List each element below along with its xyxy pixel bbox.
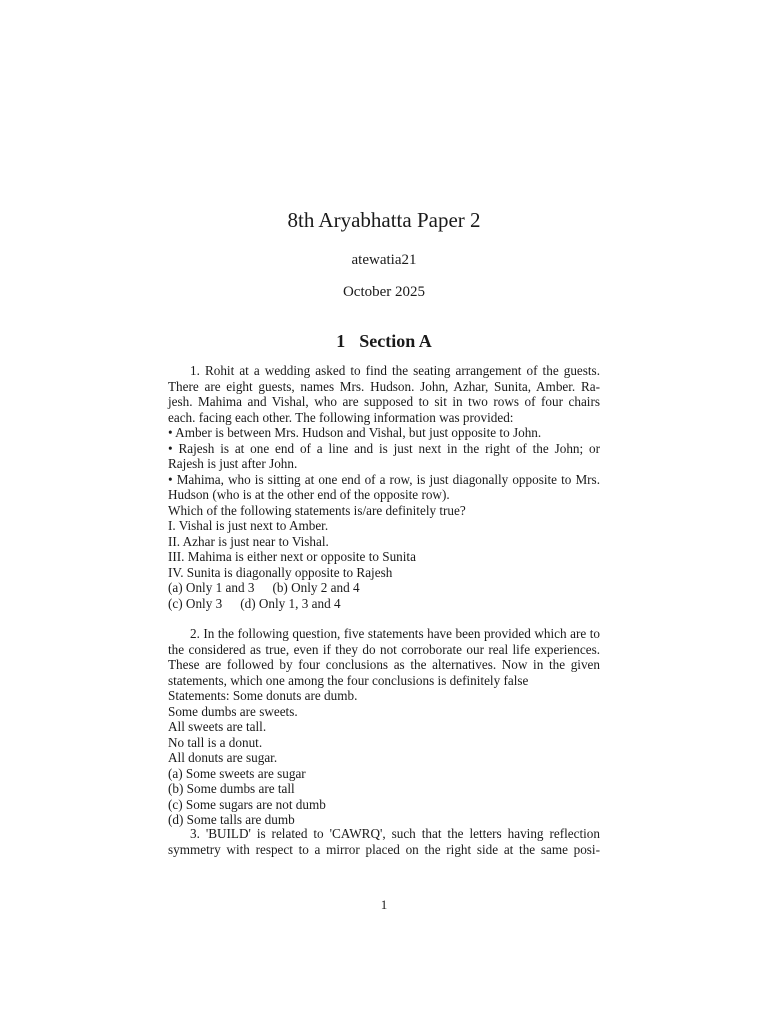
question-2-line: Some dumbs are sweets. (168, 703, 298, 719)
section-title: Section A (359, 331, 432, 351)
question-2-line: Statements: Some donuts are dumb. (168, 688, 358, 703)
question-2-line: (b) Some dumbs are tall (168, 781, 295, 796)
question-2-line: statements, which one among the four conclusions is definitely false (168, 672, 529, 688)
option-d: (d) Only 1, 3 and 4 (240, 595, 341, 611)
question-1-line: • Rajesh is at one end of a line and is just next in the right of the John; or (168, 440, 600, 456)
question-1-line: III. Mahima is either next or opposite to Sunita (168, 549, 416, 564)
question-1-line: IV. Sunita is diagonally opposite to Rajesh (168, 564, 393, 580)
section-heading (0, 329, 768, 353)
page-number: 1 (380, 897, 388, 912)
question-1-line: 1. Rohit at a wedding asked to find the seating arrangement of the guests. (190, 363, 600, 378)
option-b: (b) Only 2 and 4 (272, 580, 360, 595)
question-2 (168, 626, 600, 828)
question-2-line: These are followed by four conclusions as the alternatives. Now in the given (168, 657, 600, 672)
paper-date: October 2025 (342, 284, 426, 300)
question-1-options-row (168, 580, 600, 596)
question-1-line: jesh. Mahima and Vishal, who are supposed to sit in two rows of four chairs (168, 394, 600, 409)
question-1-options-row (168, 596, 600, 612)
question-2-line: All sweets are tall. (168, 719, 267, 734)
question-1-line: Rajesh is just after John. (168, 456, 298, 471)
question-2-line: (c) Some sugars are not dumb (168, 796, 326, 812)
question-1-line: Hudson (who is at the other end of the opposite row). (168, 487, 450, 502)
question-2-line: 2. In the following question, five statements have been provided which are to (190, 626, 600, 641)
question-2-line: All donuts are sugar. (168, 750, 278, 765)
question-1 (168, 363, 600, 611)
option-a: (a) Only 1 and 3 (168, 580, 255, 595)
question-2-line: (a) Some sweets are sugar (168, 765, 306, 781)
paper-title: 8th Aryabhatta Paper 2 (287, 208, 481, 232)
question-3-line: symmetry with respect to a mirror placed on the right side at the same posi- (168, 841, 600, 857)
question-1-line: I. Vishal is just next to Amber. (168, 518, 329, 533)
question-2-line: No tall is a donut. (168, 734, 263, 750)
paper-author: atewatia21 (351, 252, 417, 268)
question-1-line: There are eight guests, names Mrs. Hudson. John, Azhar, Sunita, Amber. Ra- (168, 378, 600, 394)
question-1-line: Which of the following statements is/are definitely true? (168, 502, 466, 518)
question-1-line: • Mahima, who is sitting at one end of a row, is just diagonally opposite to Mrs. (168, 471, 600, 487)
question-3-line: 3. 'BUILD' is related to 'CAWRQ', such that the letters having reflection (190, 826, 600, 841)
question-2-line: the considered as true, even if they do not corroborate our real life experiences. (168, 641, 600, 657)
question-1-line: II. Azhar is just near to Vishal. (168, 533, 329, 549)
question-1-line: each. facing each other. The following information was provided: (168, 409, 514, 425)
section-number: 1 (336, 331, 346, 351)
question-1-line: • Amber is between Mrs. Hudson and Vishal, but just opposite to John. (168, 425, 542, 440)
question-3 (168, 826, 600, 857)
option-c: (c) Only 3 (168, 595, 223, 611)
question-2-line: (d) Some talls are dumb (168, 812, 295, 827)
